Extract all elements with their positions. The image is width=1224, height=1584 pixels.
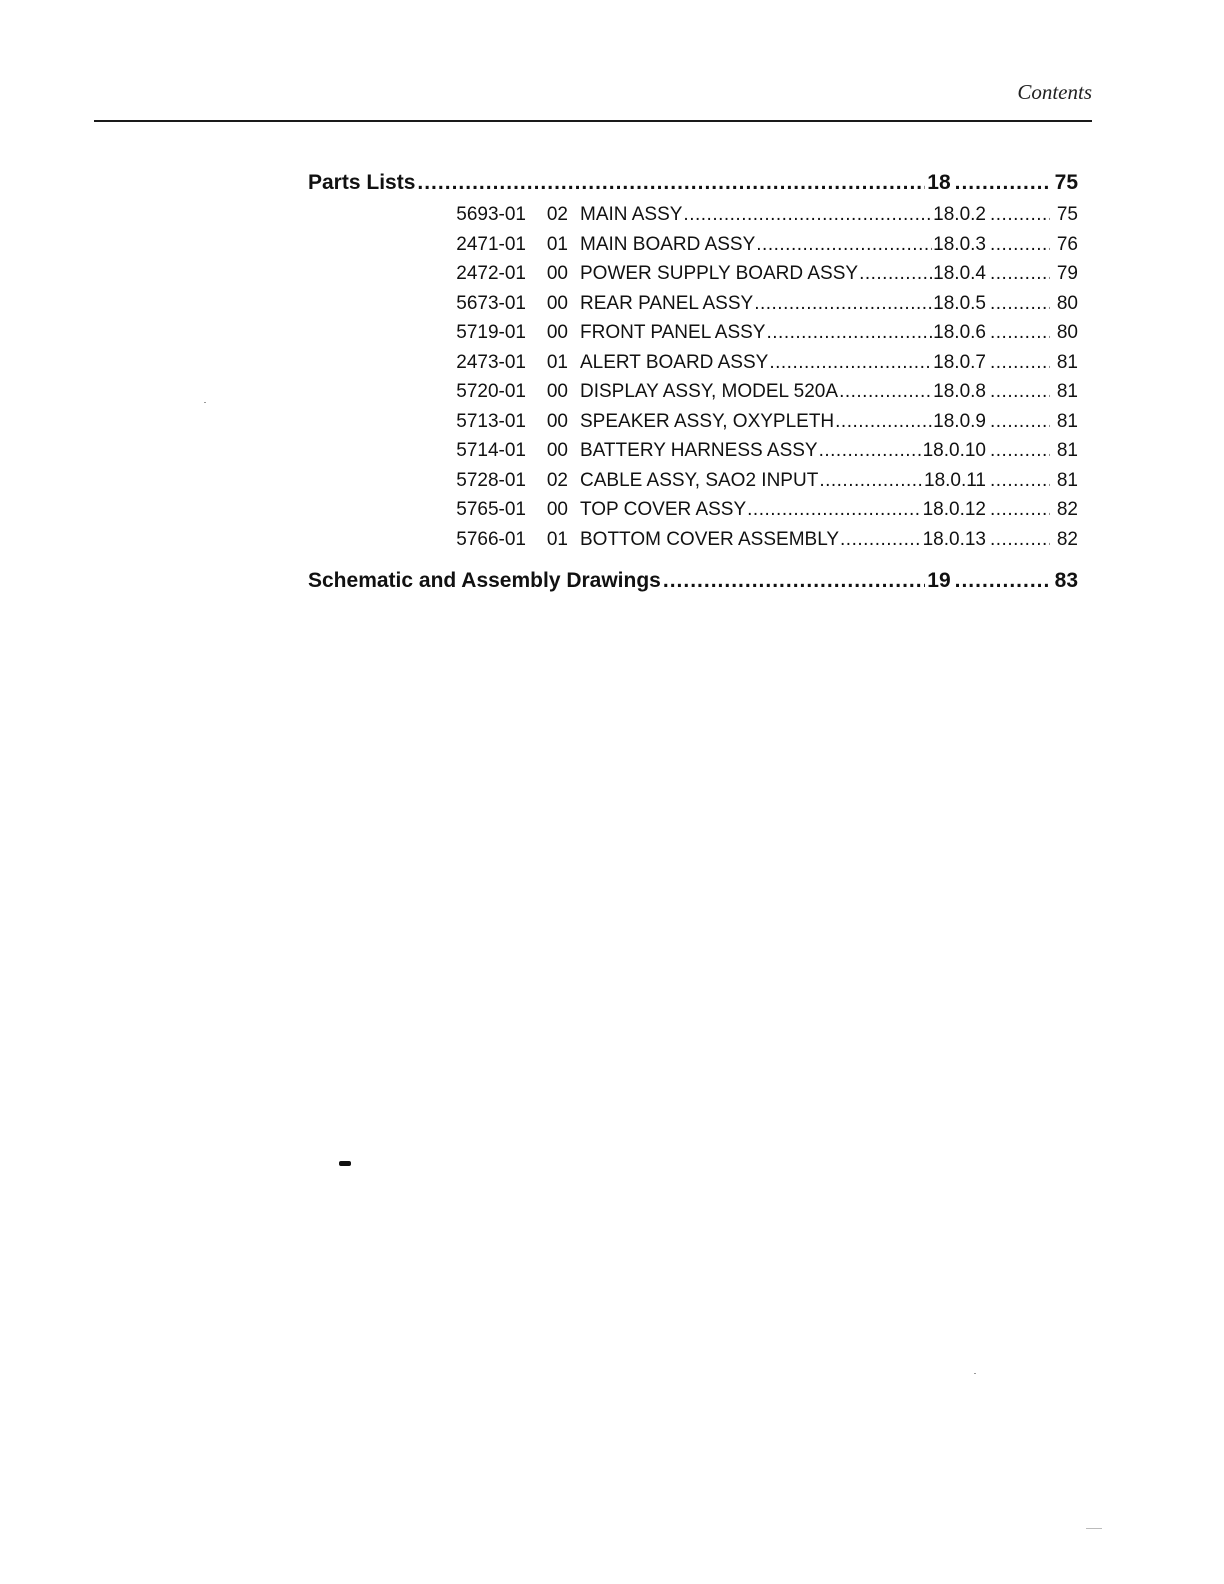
entry-number: 18.0.8 (933, 381, 986, 402)
dot-leader (990, 436, 1050, 466)
part-number: 5720-01 (456, 381, 526, 402)
dot-leader (769, 348, 932, 378)
entry-title: FRONT PANEL ASSY (580, 322, 766, 343)
revision: 02 (546, 204, 568, 225)
dot-leader (417, 168, 925, 198)
entry-page: 81 (1056, 410, 1078, 432)
dot-leader (990, 289, 1050, 319)
part-number: 5673-01 (456, 292, 526, 314)
revision: 00 (546, 410, 568, 432)
dot-leader (683, 200, 932, 230)
running-header-title: Contents (1017, 80, 1092, 104)
scan-speck (204, 402, 206, 403)
entry-page: 81 (1056, 469, 1078, 491)
entry-number: 18.0.12 (922, 499, 986, 520)
part-number: 5766-01 (456, 528, 526, 550)
entry-number: 18.0.11 (924, 469, 986, 491)
dot-leader (990, 348, 1050, 378)
entry-page: 81 (1056, 351, 1078, 373)
dot-leader (663, 566, 925, 596)
part-number: 5714-01 (456, 440, 526, 461)
toc-section-page: 75 (1054, 171, 1078, 194)
part-number: 5728-01 (456, 469, 526, 491)
entry-number: 18.0.7 (933, 351, 986, 373)
entry-page: 79 (1056, 263, 1078, 284)
dot-leader (990, 466, 1050, 496)
dot-leader (990, 259, 1050, 289)
dot-leader (990, 230, 1050, 260)
revision: 01 (546, 351, 568, 373)
toc-section-title: Schematic and Assembly Drawings (308, 569, 661, 592)
dot-leader (990, 495, 1050, 525)
header-rule (94, 120, 1092, 122)
entry-number: 18.0.3 (933, 233, 986, 255)
entry-page: 80 (1056, 292, 1078, 314)
dot-leader (990, 200, 1050, 230)
entry-number: 18.0.13 (922, 528, 986, 550)
entry-page: 76 (1056, 233, 1078, 255)
entry-title: MAIN BOARD ASSY (580, 233, 756, 255)
entry-number: 18.0.6 (933, 322, 986, 343)
toc-section-number: 18 (927, 171, 951, 194)
dot-leader (819, 436, 922, 466)
dot-leader (955, 566, 1051, 596)
entry-title: REAR PANEL ASSY (580, 292, 754, 314)
dot-leader (990, 407, 1050, 437)
part-number: 5719-01 (456, 322, 526, 343)
entry-title: BATTERY HARNESS ASSY (580, 440, 818, 461)
toc-entry[interactable] (308, 230, 1078, 260)
entry-title: ALERT BOARD ASSY (580, 351, 769, 373)
dot-leader (840, 525, 922, 555)
toc-entry[interactable] (308, 525, 1078, 555)
toc-section-page: 83 (1054, 569, 1078, 592)
toc-entry[interactable] (308, 466, 1078, 496)
dot-leader (990, 525, 1050, 555)
entry-number: 18.0.10 (922, 440, 986, 461)
entry-title: SPEAKER ASSY, OXYPLETH (580, 410, 835, 432)
part-number: 2472-01 (456, 263, 526, 284)
entry-page: 81 (1056, 381, 1078, 402)
entry-page: 80 (1056, 322, 1078, 343)
entry-number: 18.0.5 (933, 292, 986, 314)
scan-artifact-mark (339, 1161, 351, 1166)
entry-title: POWER SUPPLY BOARD ASSY (580, 263, 859, 284)
dot-leader (747, 495, 921, 525)
toc-entry[interactable] (308, 318, 1078, 348)
entry-number: 18.0.9 (933, 410, 986, 432)
revision: 00 (546, 381, 568, 402)
part-number: 2471-01 (456, 233, 526, 255)
entry-page: 81 (1056, 440, 1078, 461)
dot-leader (756, 230, 932, 260)
revision: 00 (546, 263, 568, 284)
revision: 00 (546, 322, 568, 343)
entry-title: DISPLAY ASSY, MODEL 520A (580, 381, 839, 402)
part-number: 5765-01 (456, 499, 526, 520)
toc-entry[interactable] (308, 436, 1078, 466)
toc-entry[interactable] (308, 377, 1078, 407)
scan-speck (1086, 1528, 1102, 1529)
entry-number: 18.0.4 (933, 263, 986, 284)
toc-section-schematic-drawings[interactable] (308, 566, 1078, 596)
dot-leader (835, 407, 932, 437)
entry-title: TOP COVER ASSY (580, 499, 747, 520)
toc-entry[interactable] (308, 407, 1078, 437)
toc-section-number: 19 (927, 569, 951, 592)
entry-page: 82 (1056, 499, 1078, 520)
revision: 00 (546, 440, 568, 461)
revision: 00 (546, 499, 568, 520)
entry-title: BOTTOM COVER ASSEMBLY (580, 528, 840, 550)
dot-leader (955, 168, 1051, 198)
dot-leader (754, 289, 932, 319)
revision: 02 (546, 469, 568, 491)
revision: 01 (546, 233, 568, 255)
revision: 00 (546, 292, 568, 314)
entry-page: 75 (1056, 204, 1078, 225)
toc-entry[interactable] (308, 348, 1078, 378)
dot-leader (859, 259, 932, 289)
scan-speck (974, 1373, 976, 1374)
toc-entry[interactable] (308, 495, 1078, 525)
entry-number: 18.0.2 (933, 204, 986, 225)
table-of-contents (308, 168, 1078, 596)
dot-leader (819, 466, 923, 496)
toc-section-parts-lists[interactable] (308, 168, 1078, 198)
entry-title: MAIN ASSY (580, 204, 683, 225)
part-number: 2473-01 (456, 351, 526, 373)
toc-entry[interactable] (308, 259, 1078, 289)
entry-title: CABLE ASSY, SAO2 INPUT (580, 469, 819, 491)
toc-entry[interactable] (308, 200, 1078, 230)
dot-leader (990, 377, 1050, 407)
toc-section-title: Parts Lists (308, 171, 416, 194)
dot-leader (766, 318, 932, 348)
dot-leader (839, 377, 932, 407)
entry-page: 82 (1056, 528, 1078, 550)
dot-leader (990, 318, 1050, 348)
toc-entry[interactable] (308, 289, 1078, 319)
part-number: 5693-01 (456, 204, 526, 225)
parts-list-entries (308, 200, 1078, 554)
revision: 01 (546, 528, 568, 550)
part-number: 5713-01 (456, 410, 526, 432)
